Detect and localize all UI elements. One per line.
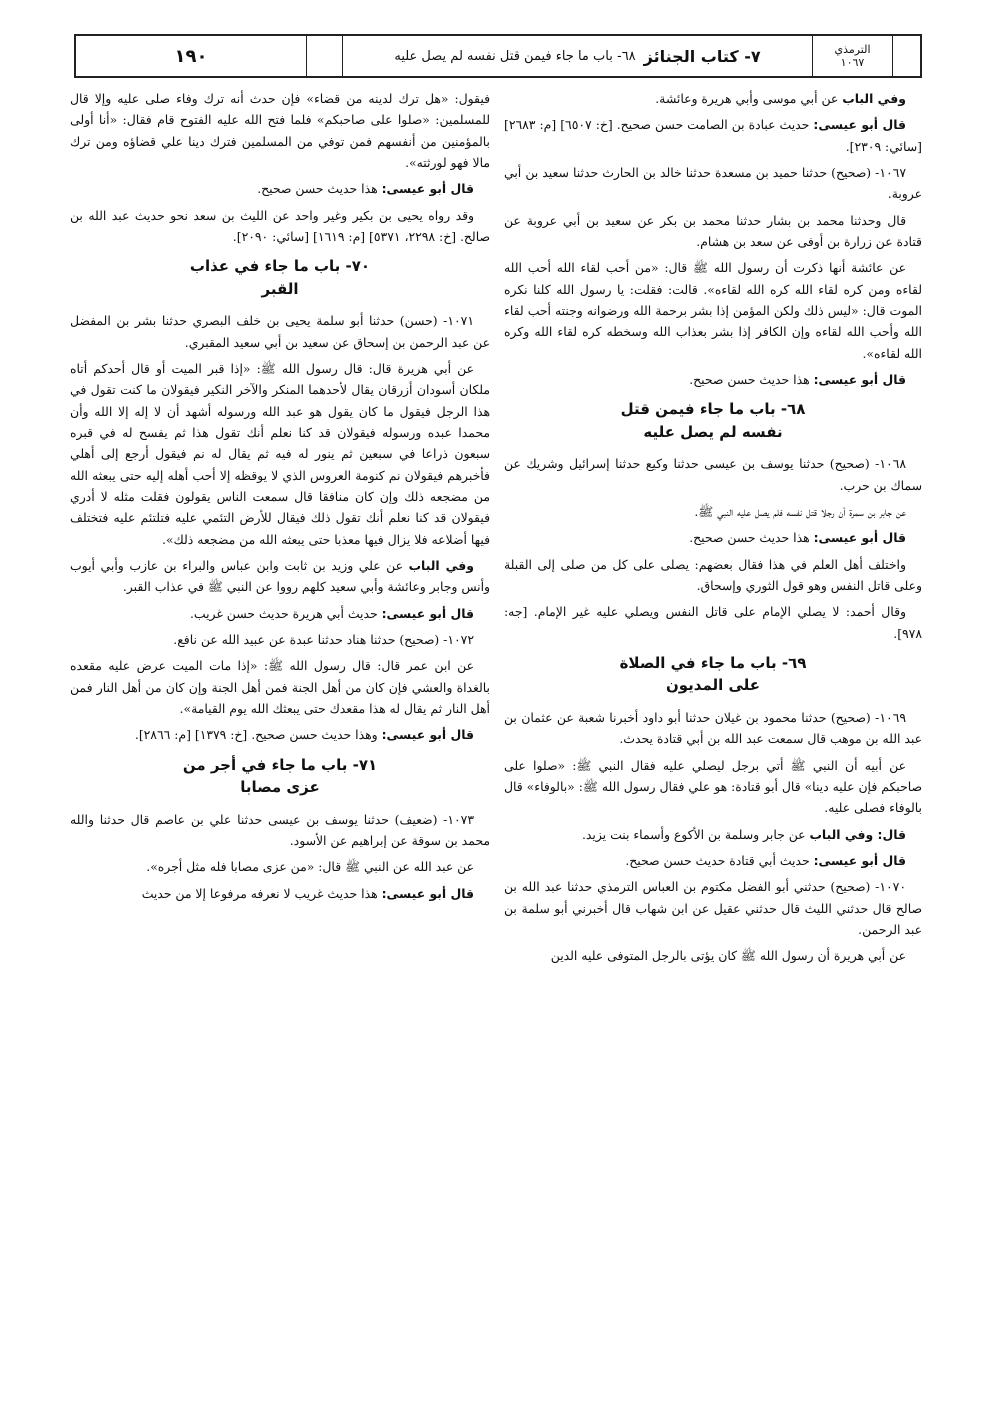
hadith-1070-chain: ١٠٧٠- (صحيح) حدثني أبو الفضل مكتوم بن العباس الترمذي حدثنا عبد الله بن صالح قال حدثني الليث قال حدثني عقيل عن ابن شهاب قال أخبرني أبو سلمة بن عبد الرحمن. — [504, 879, 922, 937]
chapter-title: ٦٨- باب ما جاء فيمن قتل نفسه لم يصل عليه — [394, 48, 636, 64]
book-title: ٧- كتاب الجنائز — [643, 46, 761, 66]
hadith-1067-text: عن عائشة أنها ذكرت أن رسول الله ﷺ قال: «من أحب لقاء الله أحب الله لقاءه ومن كره لقاء الله كره الله لقاءه». قالت: فقلت: يا رسول الله كلنا نكره الموت قال: «ليس ذلك ولكن المؤمن إذا بشر برحمة الله ورضوانه وجنته أحب لقاء الله وأحب الله لقاءه وإن الكافر إذا بشر بعذاب الله وسخطه كره لقاء الله وكره الله لقاءه». — [504, 260, 922, 361]
paragraph: قال أبو عيسى: هذا حديث حسن صحيح. — [689, 371, 906, 387]
hadith-1067-chain: ١٠٦٧- (صحيح) حدثنا حميد بن مسعدة حدثنا خالد بن الحارث حدثنا سعيد بن أبي عروبة. — [504, 164, 922, 202]
paragraph: وقال أحمد: لا يصلي الإمام على قاتل النفس ويصلي عليه غير الإمام. [جه: ٩٧٨]. — [504, 604, 922, 641]
chapter-69-heading: ٦٩- باب ما جاء في الصلاة على المديون — [619, 653, 807, 695]
header-title — [342, 36, 812, 76]
chapter-71-heading: ٧١- باب ما جاء في أجر من عزى مصابا — [182, 755, 378, 797]
hadith-1072-chain: ١٠٧٢- (صحيح) حدثنا هناد حدثنا عبدة عن عبيد الله عن نافع. — [173, 631, 474, 647]
paragraph: قال أبو عيسى: حديث أبي قتادة حديث حسن صحيح. — [625, 852, 906, 868]
hadith-1070-continued: فيقول: «هل ترك لدينه من قضاء» فإن حدث أنه ترك وفاء صلى عليه وإلا قال للمسلمين: «صلوا على صاحبكم» فلما فتح الله عليه الفتوح قام فقال: «أنا أولى بالمؤمنين من أنفسهم فمن توفي من المسلمين فترك دينا علي قضاؤه ومن ترك مالا فهو لورثته». — [70, 91, 490, 170]
chapter-70-heading: ٧٠- باب ما جاء في عذاب القبر — [189, 257, 371, 298]
hadith-1071-text: عن أبي هريرة قال: قال رسول الله ﷺ: «إذا قبر الميت أو قال أحدكم أتاه ملكان أسودان أزرقان يقال لأحدهما المنكر والآخر النكير فيقولان ما كنت تقول في هذا الرجل فيقول ما كان يقول هو عبد الله ورسوله أشهد أن لا إله إلا الله وأن محمدا عبده ورسوله فيقولان قد كنا نعلم أنك تقول هذا ثم يفسح له في قبره سبعون ذراعا في سبعين ثم ينور له فيه ثم يقال له نم فيقول أرجع إلى أهلي فأخبرهم فيقولان نم كنومة العروس الذي لا يوقظه إلا أحب أهله إليه حتى يبعثه الله من مضجعه ذلك وإن كان منافقا قال سمعت الناس يقولون فقلت مثله لا أدري فيقولان قد كنا نعلم أنك تقول ذلك فيقال للأرض التئمي عليه فتلتئم عليه فتختلف فيها أضلاعه فلا يزال فيها معذبا حتى يبعثه الله من مضجعه ذلك». — [70, 360, 490, 547]
paragraph: قال أبو عيسى: حديث أبي هريرة حديث حسن غريب. — [189, 605, 474, 621]
hadith-1070-text: عن أبي هريرة أن رسول الله ﷺ كان يؤتى بالرجل المتوفى عليه الدين — [550, 948, 906, 964]
hadith-1073-chain: ١٠٧٣- (ضعيف) حدثنا يوسف بن عيسى حدثنا علي بن عاصم قال حدثنا والله محمد بن سوقة عن إبراهيم عن الأسود. — [70, 811, 490, 848]
hadith-1068-text: عن جابر بن سمرة أن رجلا قتل نفسه فلم يصل عليه النبي ﷺ. — [694, 503, 906, 519]
paragraph: قال أبو عيسى: هذا حديث غريب لا نعرفه مرفوعا إلا من حديث — [141, 885, 474, 901]
page-header — [74, 34, 922, 78]
header-spacer-end — [892, 36, 920, 76]
paragraph: قال أبو عيسى: هذا حديث حسن صحيح. — [689, 530, 906, 546]
hadith-1068-chain: ١٠٦٨- (صحيح) حدثنا يوسف بن عيسى حدثنا وكيع حدثنا إسرائيل وشريك عن سماك بن حرب. — [504, 456, 922, 493]
right-column — [504, 88, 922, 972]
paragraph: واختلف أهل العلم في هذا فقال بعضهم: يصلى على كل من صلى إلى القبلة وعلى قاتل النفس وهو قول الثوري وإسحاق. — [504, 556, 922, 593]
hadith-1069-text: عن أبيه أن النبي ﷺ أتي برجل ليصلي عليه فقال النبي ﷺ: «صلوا على صاحبكم فإن عليه دينا» قال أبو قتادة: هو علي فقال رسول الله ﷺ: «بالوفاء» قال بالوفاء فصلى عليه. — [504, 757, 922, 816]
hadith-range: ١٠٦٧ — [840, 56, 865, 69]
header-info — [812, 36, 892, 76]
header-spacer — [306, 36, 342, 76]
left-column — [70, 88, 490, 909]
paragraph: وقد رواه يحيى بن بكير وغير واحد عن الليث بن سعد نحو حديث عبد الله بن صالح. [خ: ٢٢٩٨، ٥٣٧١] [م: ١٦١٩] [سائي: ٢٠٩٠]. — [70, 207, 490, 244]
paragraph: قال: وفي الباب عن جابر وسلمة بن الأكوع وأسماء بنت يزيد. — [581, 826, 906, 842]
paragraph: وفي الباب عن أبي موسى وأبي هريرة وعائشة. — [655, 91, 906, 106]
hadith-1072-text: عن ابن عمر قال: قال رسول الله ﷺ: «إذا مات الميت عرض عليه مقعده بالغداة والعشي فإن كان من أهل الجنة فمن أهل الجنة وإن كان من أهل النار فمن أهل النار ثم يقال له هذا مقعدك حتى يبعثك الله يوم القيامة». — [70, 658, 490, 716]
paragraph: قال أبو عيسى: وهذا حديث حسن صحيح. [خ: ١٣٧٩] [م: ٢٨٦٦]. — [134, 727, 474, 743]
chapter-68-heading: ٦٨- باب ما جاء فيمن قتل نفسه لم يصل عليه — [620, 400, 806, 441]
hadith-1073-text: عن عبد الله عن النبي ﷺ قال: «من عزى مصابا فله مثل أجره». — [146, 859, 474, 875]
paragraph: قال وحدثنا محمد بن بشار حدثنا محمد بن بكر عن سعيد بن أبي عروبة عن قتادة عن زرارة بن أوفى عن سعد بن هشام. — [504, 212, 922, 249]
paragraph: قال أبو عيسى: هذا حديث حسن صحيح. — [257, 181, 474, 197]
hadith-1071-chain: ١٠٧١- (حسن) حدثنا أبو سلمة يحيى بن خلف البصري حدثنا بشر بن المفضل عن عبد الرحمن بن إسحاق عن سعيد بن أبي سعيد المقبري. — [70, 313, 490, 350]
page-number: ١٩٠ — [174, 45, 208, 67]
paragraph: وفي الباب عن علي وزيد بن ثابت وابن عباس والبراء بن عازب وأبي أيوب وأنس وجابر وعائشة وأبي سعيد كلهم رووا عن النبي ﷺ في عذاب القبر. — [70, 557, 490, 595]
paragraph: قال أبو عيسى: حديث عبادة بن الصامت حسن صحيح. [خ: ٦٥٠٧] [م: ٢٦٨٣] [سائي: ٢٣٠٩]. — [504, 117, 922, 154]
source-name: الترمذي — [834, 42, 871, 56]
hadith-1069-chain: ١٠٦٩- (صحيح) حدثنا محمود بن غيلان حدثنا أبو داود أخبرنا شعبة عن عثمان بن عبد الله بن موهب قال سمعت عبد الله بن أبي قتادة يحدث. — [504, 709, 922, 747]
